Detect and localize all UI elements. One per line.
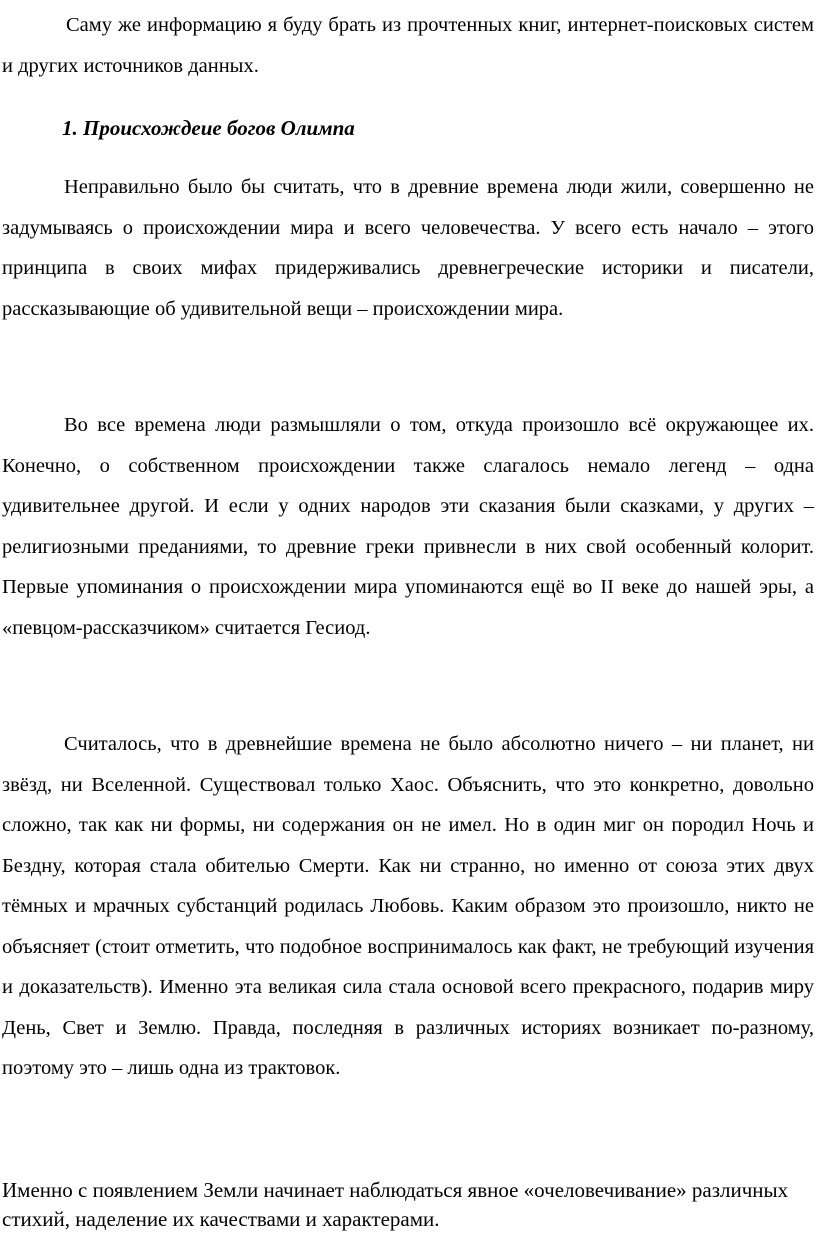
paragraph-3 bbox=[2, 724, 814, 1089]
intro-paragraph bbox=[2, 5, 814, 86]
paragraph-text: Неправильно было бы считать, что в древние времена люди жили, совершенно не задумываясь о происхождении мира и всего человечества. У всего есть начало – этого принципа в своих мифах придерживались древнегреческие историки и писатели, рассказывающие об удивительной вещи – происхождении мира. bbox=[2, 176, 814, 320]
paragraph-text: Считалось, что в древнейшие времена не было абсолютно ничего – ни планет, ни звёзд, ни Вселенной. Существовал только Хаос. Объяснить, что это конкретно, довольно сложно, так как ни формы, ни содержания он не имел. Но в один миг он породил Ночь и Бездну, которая стала обителью Смерти. Как ни странно, но именно от союза этих двух тёмных и мрачных субстанций родилась Любовь. Каким образом это произошло, никто не объясняет (стоит отметить, что подобное воспринималось как факт, не требующий изучения и доказательств). Именно эта великая сила стала основой всего прекрасного, подарив миру День, Свет и Землю. Правда, последняя в различных историях возникает по-разному, поэтому это – лишь одна из трактовок. bbox=[2, 733, 814, 1079]
paragraph-text: Во все времена люди размышляли о том, откуда произошло всё окружающее их. Конечно, о собственном происхождении также слагалось немало легенд – одна удивительнее другой. И если у одних народов эти сказания были сказками, у других – религиозными преданиями, то древние греки привнесли в них свой особенный колорит. Первые упоминания о происхождении мира упоминаются ещё во II веке до нашей эры, а «певцом-рассказчиком» считается Гесиод. bbox=[2, 414, 814, 639]
paragraph-2 bbox=[2, 405, 814, 648]
intro-text: Саму же информацию я буду брать из прочтенных книг, интернет-поисковых систем и других источников данных. bbox=[2, 14, 814, 77]
final-text: Именно с появлением Земли начинает наблюдаться явное «очеловечивание» различных стихий, наделение их качествами и характерами. bbox=[2, 1178, 789, 1231]
section-heading: 1. Происхождеие богов Олимпа bbox=[62, 116, 355, 140]
final-paragraph bbox=[2, 1176, 814, 1234]
paragraph-1 bbox=[2, 167, 814, 329]
